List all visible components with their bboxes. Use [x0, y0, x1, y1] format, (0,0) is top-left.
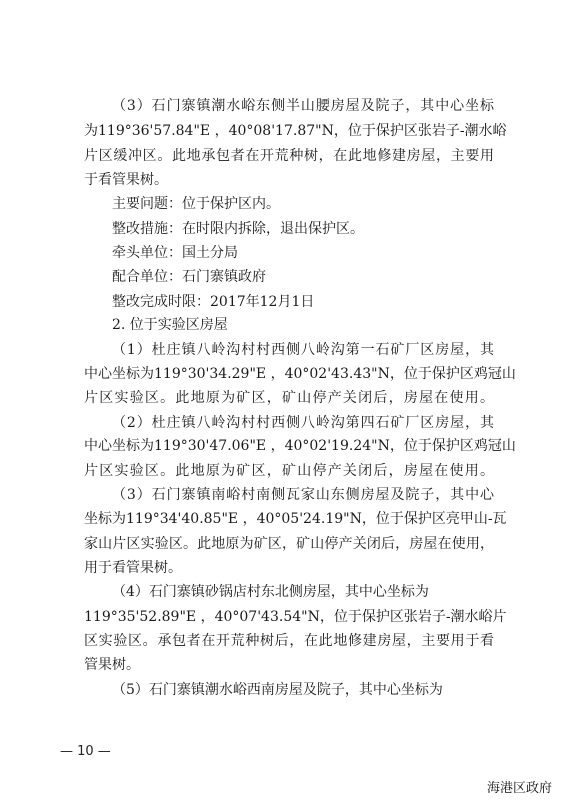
text-line: （1）杜庄镇八岭沟村村西侧八岭沟第一石矿厂区房屋，其 — [112, 342, 494, 358]
text-line: 配合单位：石门寨镇政府 — [112, 269, 266, 285]
text-line: 管果树。 — [84, 657, 140, 673]
text-line: 整改措施：在时限内拆除，退出保护区。 — [112, 221, 364, 237]
text-line: 片区缓冲区。此地承包者在开荒种树，在此地修建房屋，主要用 — [84, 148, 494, 164]
text-line: 119°35'52.89"E ，40°07'43.54"N，位于保护区张岩子-潮水峪片 — [84, 609, 507, 625]
text-line: （5）石门寨镇潮水峪西南房屋及院子，其中心坐标为 — [112, 682, 443, 698]
text-line: 于看管果树。 — [84, 172, 168, 188]
text-line: 主要问题：位于保护区内。 — [112, 196, 280, 212]
text-line: 家山片区实验区。此地原为矿区，矿山停产关闭后，房屋在使用， — [84, 536, 494, 552]
text-line: 为119°36'57.84"E ，40°08'17.87"N，位于保护区张岩子-潮水峪 — [84, 123, 507, 139]
text-line: （3）石门寨镇潮水峪东侧半山腰房屋及院子，其中心坐标 — [112, 98, 494, 114]
text-line: 区实验区。承包者在开荒种树后，在此地修建房屋，主要用于看 — [84, 633, 494, 649]
source-watermark: 海港区政府 — [486, 781, 552, 796]
text-line: 中心坐标为119°30'47.06"E ，40°02'19.24"N，位于保护区鸡冠山 — [84, 438, 516, 454]
text-line: 整改完成时限：2017年12月1日 — [112, 294, 315, 310]
text-line: 片区实验区。此地原为矿区，矿山停产关闭后，房屋在使用。 — [84, 390, 494, 406]
text-line: （3）石门寨镇南峪村南侧瓦家山东侧房屋及院子，其中心 — [112, 487, 494, 503]
text-line: 牵头单位：国土分局 — [112, 245, 238, 261]
text-line: 2. 位于实验区房屋 — [112, 317, 228, 333]
page-number: — 10 — — [60, 744, 111, 759]
text-line: （2）杜庄镇八岭沟村村西侧八岭沟第四石矿厂区房屋，其 — [112, 415, 494, 431]
text-line: （4）石门寨镇砂锅店村东北侧房屋，其中心坐标为 — [112, 584, 429, 600]
text-line: 中心坐标为119°30'34.29"E ，40°02'43.43"N，位于保护区鸡冠山 — [84, 366, 516, 382]
text-line: 坐标为119°34'40.85"E ，40°05'24.19"N，位于保护区亮甲山-瓦 — [84, 511, 507, 527]
text-line: 片区实验区。此地原为矿区，矿山停产关闭后，房屋在使用。 — [84, 463, 494, 479]
text-line: 用于看管果树。 — [84, 560, 182, 576]
